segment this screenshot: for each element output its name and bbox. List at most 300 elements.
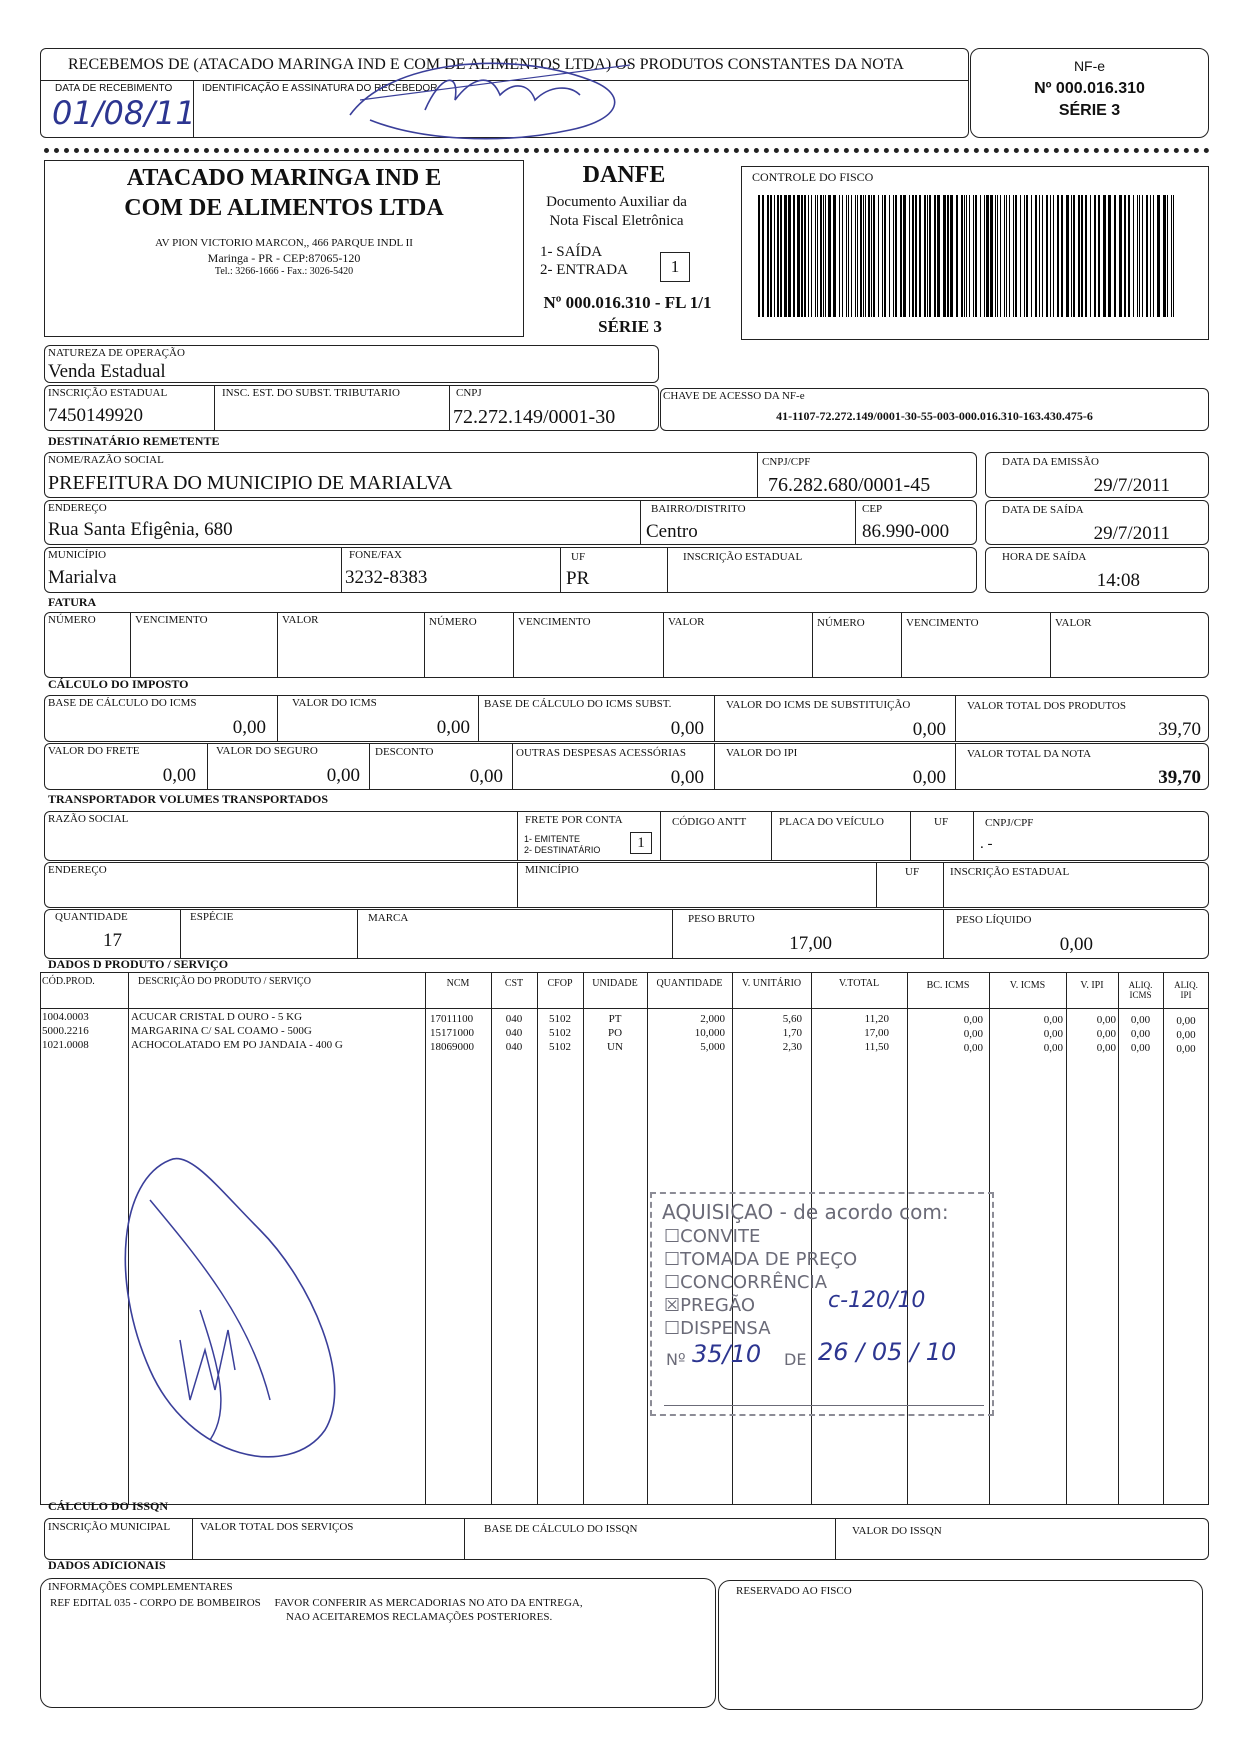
barcode-bar [1061, 195, 1063, 317]
fatura-section: FATURA [48, 595, 97, 609]
barcode-bar [934, 195, 936, 317]
stamp-no-value: 35/10 [692, 1340, 762, 1368]
stamp-opt-tomada [664, 1249, 857, 1270]
stamp-opt-convite-label: CONVITE [680, 1226, 761, 1247]
prod-desc: ACUCAR CRISTAL D OURO - 5 KG [131, 1011, 303, 1023]
barcode-bar [863, 195, 864, 317]
cnpj-value: 72.272.149/0001-30 [453, 406, 616, 428]
col-cfop: CFOP [547, 978, 573, 989]
bairro-value: Centro [646, 521, 698, 542]
barcode-bar [823, 195, 824, 317]
barcode-bar [1042, 195, 1043, 317]
prod-bc: 0,00 [963, 1028, 983, 1040]
barcode-bar [1066, 195, 1069, 317]
prod-aliq-icms: 0,00 [1130, 1014, 1151, 1026]
prod-cfop: 5102 [549, 1013, 571, 1025]
barcode-bar [855, 195, 856, 317]
frete-value: 0,00 [162, 765, 196, 786]
barcode-bar [915, 195, 917, 317]
barcode-bar [927, 195, 928, 317]
barcode-bar [1024, 195, 1025, 317]
barcode-bar [1150, 195, 1151, 317]
total-prod-value: 39,70 [1158, 719, 1201, 740]
bairro-label: BAIRRO/DISTRITO [651, 503, 746, 515]
municipio-label: MUNICÍPIO [48, 549, 107, 561]
peso-bruto-label: PESO BRUTO [688, 913, 755, 925]
cut-line [44, 148, 1210, 153]
barcode-bar [995, 195, 996, 317]
barcode-bar [1157, 195, 1160, 317]
transp-uf-label: UF [934, 816, 949, 828]
extra-info-label: INFORMAÇÕES COMPLEMENTARES [48, 1581, 233, 1593]
barcode-bar [1039, 195, 1040, 317]
reservado-box [718, 1580, 1203, 1710]
barcode-bar [1000, 195, 1001, 317]
barcode-bar [811, 195, 812, 317]
seguro-value: 0,00 [326, 765, 360, 786]
danfe-opt-entrada: 2- ENTRADA [540, 262, 628, 278]
barcode-bar [1035, 195, 1037, 317]
prod-vipi: 0,00 [1096, 1014, 1116, 1026]
barcode-bar [900, 195, 902, 317]
prod-un: PT [608, 1013, 622, 1025]
prod-aliq-icms: 0,00 [1130, 1028, 1151, 1040]
prod-bc: 0,00 [963, 1042, 983, 1054]
barcode-bar [924, 195, 926, 317]
col-vtotal: V.TOTAL [838, 978, 880, 989]
stamp-no-prefix: Nº [666, 1350, 686, 1369]
barcode-bar [1013, 195, 1014, 317]
fone-label: FONE/FAX [349, 549, 402, 561]
prod-desc: ACHOCOLATADO EM PO JANDAIA - 400 G [131, 1039, 343, 1051]
receipt-statement: RECEBEMOS DE (ATACADO MARINGA IND E COM DE ALIMENTOS LTDA) OS PRODUTOS CONSTANTES DA NOTA [68, 56, 904, 73]
barcode-bar [770, 195, 772, 317]
uf-label: UF [571, 551, 586, 563]
barcode-bar [817, 195, 818, 317]
barcode-bar [1050, 195, 1051, 317]
extra-section: DADOS ADICIONAIS [48, 1558, 166, 1572]
prod-un: UN [607, 1041, 623, 1053]
stamp-opt-tomada-label: TOMADA DE PREÇO [680, 1249, 858, 1270]
icms-value: 0,00 [436, 717, 470, 738]
danfe-subtitle2: Nota Fiscal Eletrônica [549, 213, 684, 229]
seguro-label: VALOR DO SEGURO [216, 745, 318, 757]
prod-cod: 1004.0003 [42, 1011, 89, 1023]
barcode-bar [873, 195, 875, 317]
stamp-opt-convite [664, 1226, 760, 1247]
barcode-bar [851, 195, 852, 317]
stamp-date-value: 26 / 05 / 10 [818, 1338, 957, 1366]
prod-bc: 0,00 [963, 1014, 983, 1026]
barcode-bar [842, 195, 843, 317]
stamp-opt-dispensa-label: DISPENSA [680, 1318, 771, 1339]
col-cod: CÓD.PROD. [42, 976, 95, 987]
prod-cod: 5000.2216 [42, 1025, 89, 1037]
barcode-bar [1114, 195, 1116, 317]
bc-icms-value: 0,00 [232, 717, 266, 738]
barcode-bar [882, 195, 883, 317]
barcode-bar [903, 195, 906, 317]
barcode-bar [984, 195, 985, 317]
recipient-ie-label: INSCRIÇÃO ESTADUAL [683, 551, 803, 563]
barcode-bar [893, 195, 894, 317]
barcode-bar [1078, 195, 1080, 317]
issqn-section: CÁLCULO DO ISSQN [48, 1499, 169, 1513]
fone-value: 3232-8383 [345, 567, 428, 588]
barcode-bar [947, 195, 949, 317]
barcode-bar [969, 195, 970, 317]
col-vicms: V. ICMS [1009, 980, 1046, 991]
products-header-divider [40, 1008, 1209, 1009]
barcode-bar [839, 195, 840, 317]
danfe-opt-saida: 1- SAÍDA [540, 244, 603, 260]
receipt-signature-label: IDENTIFICAÇÃO E ASSINATURA DO RECEBEDOR [202, 83, 438, 94]
barcode-bar [804, 195, 806, 317]
prod-vtotal: 17,00 [864, 1027, 889, 1039]
issqn-base-label: BASE DE CÁLCULO DO ISSQN [484, 1523, 638, 1535]
transp-cnpj-label: CNPJ/CPF [985, 817, 1034, 829]
barcode-bar [966, 195, 967, 317]
marca-label: MARCA [368, 912, 409, 924]
barcode-bar [973, 195, 974, 317]
barcode-bar [1103, 195, 1106, 317]
barcode-bar [762, 195, 764, 317]
chave-label: CHAVE DE ACESSO DA NF-e [663, 390, 805, 402]
issuer-name-line1: ATACADO MARINGA IND E [126, 165, 442, 191]
frete-conta-label: FRETE POR CONTA [525, 814, 623, 826]
barcode-bar [860, 195, 862, 317]
checkbox-empty-icon: ☐ [664, 1249, 681, 1270]
barcode-bar [793, 195, 795, 317]
prod-un: PO [607, 1027, 623, 1039]
barcode-bar [815, 195, 816, 317]
barcode-bar [1015, 195, 1017, 317]
barcode-bar [990, 195, 993, 317]
fatura-box [44, 612, 1209, 678]
checkbox-empty-icon: ☐ [664, 1318, 681, 1339]
col-aliq-icms [1118, 980, 1163, 1000]
transp-razao-label: RAZÃO SOCIAL [48, 813, 129, 825]
prod-vipi: 0,00 [1096, 1042, 1116, 1054]
fatura-valor-1: VALOR [282, 614, 319, 626]
barcode-bar [1057, 195, 1059, 317]
saida-label: DATA DE SAÍDA [1002, 504, 1084, 516]
cep-label: CEP [862, 503, 883, 515]
emissao-value: 29/7/2011 [1093, 475, 1170, 496]
bc-icms-label: BASE DE CÁLCULO DO ICMS [48, 697, 197, 709]
cnpj-label: CNPJ [456, 387, 482, 399]
prod-desc: MARGARINA C/ SAL COAMO - 500G [131, 1025, 312, 1037]
barcode-bar [961, 195, 963, 317]
barcode-bar [1004, 195, 1005, 317]
extra-info-line1: REF EDITAL 035 - CORPO DE BOMBEIROS FAVOR CONFERIR AS MERCADORIAS NO ATO DA ENTREGA, [50, 1597, 583, 1609]
barcode-bar [1142, 195, 1143, 317]
desconto-label: DESCONTO [375, 746, 434, 758]
fatura-numero-1: NÚMERO [48, 614, 96, 626]
col-aliq-ipi-1: ALIQ. [1174, 980, 1198, 990]
especie-label: ESPÉCIE [190, 911, 234, 923]
col-ncm: NCM [446, 978, 470, 989]
transp-municipio-label: MINICÍPIO [525, 864, 579, 876]
peso-liquido-label: PESO LÍQUIDO [956, 914, 1032, 926]
stamp-opt-concorrencia [664, 1272, 827, 1293]
prod-vunit: 1,70 [782, 1027, 802, 1039]
danfe-subtitle1: Documento Auxiliar da [546, 194, 687, 210]
barcode-bar [909, 195, 910, 317]
stamp-opt-dispensa [664, 1318, 771, 1339]
emissao-label: DATA DA EMISSÃO [1002, 456, 1099, 468]
barcode-bar [975, 195, 977, 317]
barcode-bar [943, 195, 946, 317]
barcode-bar [1006, 195, 1007, 317]
barcode-bar [929, 195, 931, 317]
barcode-bar [895, 195, 897, 317]
barcode-bar [1081, 195, 1083, 317]
barcode-bar [964, 195, 965, 317]
prod-ncm: 17011100 [430, 1013, 474, 1025]
barcode [758, 195, 1178, 317]
barcode-bar [1026, 195, 1028, 317]
fatura-vencimento-3: VENCIMENTO [906, 617, 979, 629]
endereco-label: ENDEREÇO [48, 502, 107, 514]
barcode-bar [1073, 195, 1075, 317]
products-section: DADOS D PRODUTO / SERVIÇO [48, 957, 229, 971]
transport-row1-box [44, 811, 1209, 861]
uf-value: PR [566, 568, 590, 589]
col-vunit: V. UNITÁRIO [741, 978, 802, 989]
issuer-phone: Tel.: 3266-1666 - Fax.: 3026-5420 [214, 266, 354, 277]
barcode-bar [1031, 195, 1032, 317]
chave-value: 41-1107-72.272.149/0001-30-55-003-000.016.310-163.430.475-6 [776, 409, 1093, 423]
outras-value: 0,00 [670, 767, 704, 788]
barcode-bar [1009, 195, 1010, 317]
stamp-opt-concorrencia-label: CONCORRÊNCIA [680, 1272, 828, 1293]
barcode-bar [980, 195, 981, 317]
barcode-bar [884, 195, 886, 317]
transport-section: TRANSPORTADOR VOLUMES TRANSPORTADOS [48, 792, 329, 806]
barcode-bar [1071, 195, 1072, 317]
outras-label: OUTRAS DESPESAS ACESSÓRIAS [516, 747, 686, 759]
icms-st-value: 0,00 [912, 719, 946, 740]
prod-cst: 040 [505, 1013, 523, 1025]
municipio-value: Marialva [48, 567, 117, 588]
barcode-bar [1020, 195, 1021, 317]
ie-value: 7450149920 [48, 405, 143, 426]
fatura-valor-3: VALOR [1055, 617, 1092, 629]
prod-vunit: 2,30 [782, 1041, 802, 1053]
danfe-series: SÉRIE 3 [598, 317, 662, 336]
fatura-numero-3: NÚMERO [817, 617, 865, 629]
prod-aliq-ipi: 0,00 [1176, 1029, 1196, 1041]
placa-label: PLACA DO VEÍCULO [779, 816, 884, 828]
fatura-vencimento-1: VENCIMENTO [135, 614, 208, 626]
transp-uf2-label: UF [905, 866, 920, 878]
barcode-bar [758, 195, 760, 317]
icms-label: VALOR DO ICMS [292, 697, 377, 709]
barcode-bar [912, 195, 914, 317]
prod-aliq-icms: 0,00 [1130, 1042, 1151, 1054]
stamp-opt-pregao-label: PREGÃO [680, 1295, 755, 1316]
peso-liquido-value: 0,00 [1059, 934, 1093, 955]
receipt-date-value: 01/08/11 [52, 94, 196, 132]
recipient-section: DESTINATÁRIO REMETENTE [48, 434, 220, 448]
recipient-cnpj-value: 76.282.680/0001-45 [768, 474, 931, 496]
barcode-bar [833, 195, 836, 317]
barcode-bar [871, 195, 872, 317]
col-aliq-icms-1: ALIQ. [1128, 980, 1153, 990]
prod-qtd: 5,000 [700, 1041, 725, 1053]
imposto-section: CÁLCULO DO IMPOSTO [48, 677, 189, 691]
danfe-number: Nº 000.016.310 - FL 1/1 [543, 293, 712, 312]
barcode-bar [1167, 195, 1168, 317]
endereco-value: Rua Santa Efigênia, 680 [48, 519, 233, 540]
natureza-value: Venda Estadual [48, 361, 166, 382]
barcode-bar [1171, 195, 1172, 317]
prod-vunit: 5,60 [782, 1013, 802, 1025]
col-unidade: UNIDADE [592, 978, 638, 989]
hora-label: HORA DE SAÍDA [1002, 551, 1087, 563]
stamp-underline [664, 1405, 984, 1406]
prod-ncm: 18069000 [430, 1041, 474, 1053]
prod-vtotal: 11,20 [864, 1013, 889, 1025]
barcode-bar [1090, 195, 1091, 317]
barcode-bar [1124, 195, 1126, 317]
reservado-label: RESERVADO AO FISCO [736, 1585, 852, 1597]
col-bc: BC. ICMS [926, 980, 970, 991]
barcode-bar [997, 195, 998, 317]
barcode-bar [857, 195, 858, 317]
transp-endereco-label: ENDEREÇO [48, 864, 107, 876]
col-aliq-ipi-2: IPI [1180, 990, 1192, 1000]
col-desc: DESCRIÇÃO DO PRODUTO / SERVIÇO [138, 976, 311, 987]
municipio-box [44, 547, 977, 593]
ie-label: INSCRIÇÃO ESTADUAL [48, 387, 168, 399]
barcode-bar [774, 195, 775, 317]
barcode-bar [848, 195, 849, 317]
barcode-bar [777, 195, 779, 317]
fatura-vencimento-2: VENCIMENTO [518, 616, 591, 628]
saida-value: 29/7/2011 [1093, 523, 1170, 544]
barcode-bar [846, 195, 847, 317]
bc-st-label: BASE DE CÁLCULO DO ICMS SUBST. [484, 698, 672, 710]
frete-value-box: 1 [630, 832, 652, 854]
prod-cod: 1021.0008 [42, 1039, 89, 1051]
barcode-bar [801, 195, 803, 317]
barcode-bar [868, 195, 870, 317]
barcode-bar [1137, 195, 1138, 317]
barcode-bar [1119, 195, 1122, 317]
prod-cfop: 5102 [549, 1027, 571, 1039]
ie-st-label: INSC. EST. DO SUBST. TRIBUTARIO [222, 387, 400, 399]
barcode-bar [1128, 195, 1130, 317]
barcode-bar [784, 195, 787, 317]
recipient-name-value: PREFEITURA DO MUNICIPIO DE MARIALVA [48, 472, 453, 494]
frete-opt1: 1- EMITENTE [524, 834, 581, 844]
issqn-im-label: INSCRIÇÃO MUNICIPAL [48, 1521, 171, 1533]
barcode-bar [919, 195, 921, 317]
barcode-bar [889, 195, 890, 317]
cep-value: 86.990-000 [862, 521, 950, 542]
peso-bruto-value: 17,00 [789, 933, 832, 954]
barcode-bar [1173, 195, 1174, 317]
barcode-bar [1085, 195, 1087, 317]
barcode-bar [1046, 195, 1048, 317]
recipient-name-label: NOME/RAZÃO SOCIAL [48, 454, 164, 466]
barcode-bar [788, 195, 791, 317]
handwritten-signature [110, 1140, 350, 1480]
prod-qtd: 2,000 [700, 1013, 725, 1025]
col-cst: CST [504, 978, 524, 989]
barcode-bar [1139, 195, 1140, 317]
prod-qtd: 10,000 [694, 1027, 725, 1039]
prod-vipi: 0,00 [1096, 1028, 1116, 1040]
barcode-bar [986, 195, 989, 317]
ipi-value: 0,00 [912, 767, 946, 788]
barcode-bar [878, 195, 879, 317]
prod-vicms: 0,00 [1043, 1028, 1063, 1040]
checkbox-empty-icon: ☐ [664, 1272, 681, 1293]
issqn-total-label: VALOR TOTAL DOS SERVIÇOS [200, 1521, 354, 1533]
barcode-bar [825, 195, 826, 317]
prod-vicms: 0,00 [1043, 1014, 1063, 1026]
barcode-bar [780, 195, 782, 317]
barcode-bar [1108, 195, 1111, 317]
barcode-bar [820, 195, 822, 317]
issuer-address: AV PION VICTORIO MARCON,, 466 PARQUE INDL II [155, 237, 413, 249]
barcode-bar [828, 195, 831, 317]
prod-cst: 040 [505, 1041, 523, 1053]
barcode-bar [1133, 195, 1134, 317]
frete-label: VALOR DO FRETE [48, 745, 140, 757]
prod-ncm: 15171000 [430, 1027, 474, 1039]
col-aliq-icms-2: ICMS [1129, 990, 1152, 1000]
col-aliq-ipi [1163, 980, 1209, 1000]
nfe-number: Nº 000.016.310 [1034, 80, 1145, 97]
receipt-date-label: DATA DE RECEBIMENTO [55, 83, 173, 94]
barcode-bar [937, 195, 940, 317]
qtd-value: 17 [103, 930, 122, 951]
danfe-title: DANFE [582, 162, 666, 188]
prod-cfop: 5102 [549, 1041, 571, 1053]
checkbox-empty-icon: ☐ [664, 1226, 681, 1247]
stamp-de-label: DE [784, 1350, 807, 1369]
hora-value: 14:08 [1096, 570, 1140, 591]
fisco-label: CONTROLE DO FISCO [752, 170, 874, 184]
barcode-bar [956, 195, 958, 317]
total-nota-label: VALOR TOTAL DA NOTA [967, 748, 1092, 760]
barcode-bar [1146, 195, 1148, 317]
barcode-bar [1098, 195, 1100, 317]
barcode-bar [1094, 195, 1096, 317]
stamp-opt-pregao [664, 1295, 755, 1316]
barcode-bar [1053, 195, 1054, 317]
barcode-bar [767, 195, 769, 317]
prod-aliq-ipi: 0,00 [1176, 1043, 1196, 1055]
recipient-cnpj-label: CNPJ/CPF [762, 456, 811, 468]
bc-st-value: 0,00 [670, 718, 704, 739]
natureza-label: NATUREZA DE OPERAÇÃO [48, 347, 185, 359]
col-qtd: QUANTIDADE [656, 978, 723, 989]
desconto-value: 0,00 [469, 766, 503, 787]
transp-ie-label: INSCRIÇÃO ESTADUAL [950, 866, 1070, 878]
prod-vtotal: 11,50 [864, 1041, 889, 1053]
qtd-label: QUANTIDADE [55, 911, 128, 923]
prod-vicms: 0,00 [1043, 1042, 1063, 1054]
prod-aliq-ipi: 0,00 [1176, 1015, 1196, 1027]
barcode-bar [1163, 195, 1166, 317]
danfe-type-box: 1 [660, 252, 690, 282]
barcode-bar [865, 195, 866, 317]
